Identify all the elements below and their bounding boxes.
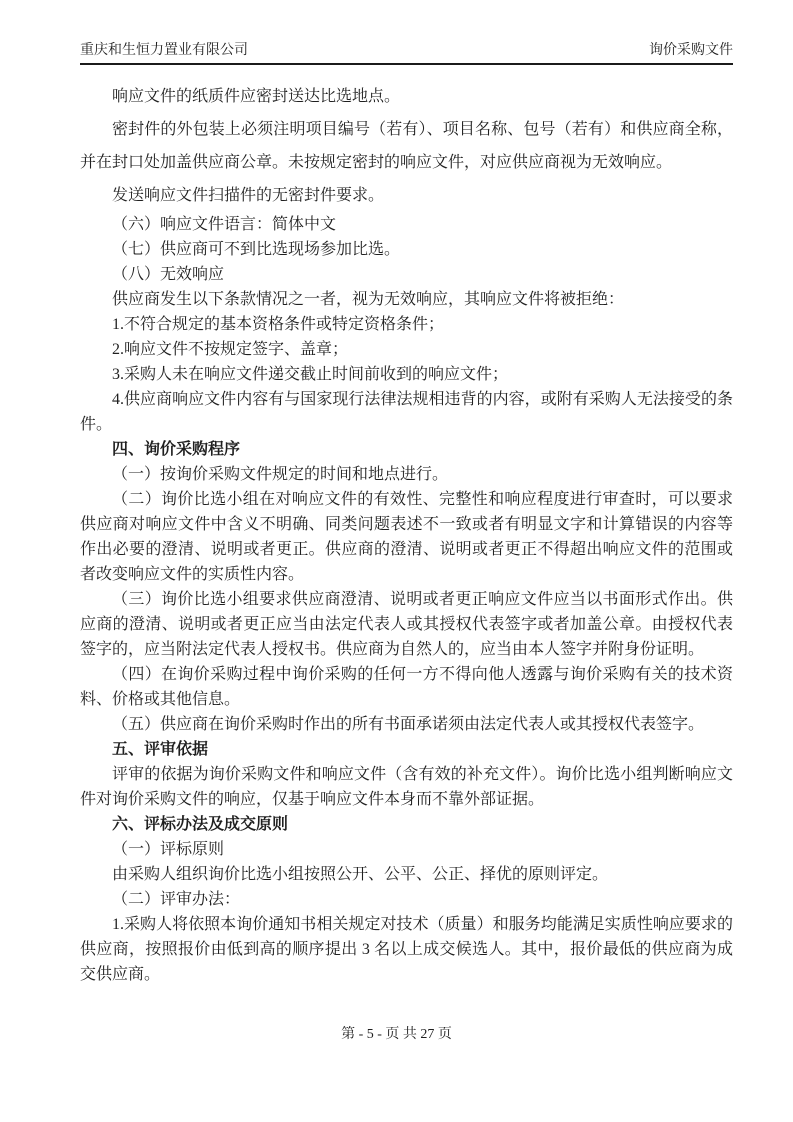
paragraph: 2.响应文件不按规定签字、盖章； (112, 341, 349, 358)
section-heading: 六、评标办法及成交原则 (112, 816, 289, 833)
document-body (80, 80, 733, 987)
paragraph: 3.采购人未在响应文件递交截止时间前收到的响应文件； (112, 366, 509, 383)
section-heading: 五、评审依据 (112, 741, 209, 758)
paragraph: 供应商发生以下条款情况之一者，视为无效响应，其响应文件将被拒绝： (112, 291, 625, 308)
paragraph: （八）无效响应 (112, 266, 225, 283)
paragraph: 评审的依据为询价采购文件和响应文件（含有效的补充文件）。询价比选小组判断响应文件对询价采购文件的响应，仅基于响应文件本身而不靠外部证据。 (80, 766, 733, 808)
paragraph: （六）响应文件语言：简体中文 (112, 216, 337, 233)
paragraph: （一）按询价采购文件规定的时间和地点进行。 (112, 466, 449, 483)
page-header (80, 42, 733, 65)
paragraph: 响应文件的纸质件应密封送达比选地点。 (112, 88, 401, 105)
page-number: 第 - 5 - 页 共 27 页 (341, 1027, 452, 1042)
paragraph: 1.不符合规定的基本资格条件或特定资格条件； (112, 316, 445, 333)
header-company-name: 重庆和生恒力置业有限公司 (80, 43, 248, 58)
paragraph: 发送响应文件扫描件的无密封件要求。 (112, 187, 385, 204)
paragraph: 4.供应商响应文件内容有与国家现行法律法规相违背的内容，或附有采购人无法接受的条件。 (80, 391, 733, 433)
paragraph: （五）供应商在询价采购时作出的所有书面承诺须由法定代表人或其授权代表签字。 (112, 716, 705, 733)
paragraph: （二）询价比选小组在对响应文件的有效性、完整性和响应程度进行审查时，可以要求供应商对响应文件中含义不明确、同类问题表述不一致或者有明显文字和计算错误的内容等作出必要的澄清、说明或者更正。供应商的澄清、说明或者更正不得超出响应文件的范围或者改变响应文件的实质性内容。 (80, 491, 733, 583)
page-footer (0, 1026, 793, 1044)
paragraph: （四）在询价采购过程中询价采购的任何一方不得向他人透露与询价采购有关的技术资料、价格或其他信息。 (80, 666, 733, 708)
paragraph: （一）评标原则 (112, 841, 225, 858)
paragraph: （二）评审办法： (112, 891, 241, 908)
section-heading: 四、询价采购程序 (112, 441, 241, 458)
paragraph: 由采购人组织询价比选小组按照公开、公平、公正、择优的原则评定。 (112, 866, 609, 883)
paragraph: （七）供应商可不到比选现场参加比选。 (112, 241, 401, 258)
paragraph: 密封件的外包装上必须注明项目编号（若有）、项目名称、包号（若有）和供应商全称，并在封口处加盖供应商公章。未按规定密封的响应文件，对应供应商视为无效响应。 (80, 121, 733, 171)
header-doc-type: 询价采购文件 (649, 43, 733, 58)
paragraph: （三）询价比选小组要求供应商澄清、说明或者更正响应文件应当以书面形式作出。供应商的澄清、说明或者更正应当由法定代表人或其授权代表签字或者加盖公章。由授权代表签字的，应当附法定代表人授权书。供应商为自然人的，应当由本人签字并附身份证明。 (80, 591, 733, 658)
paragraph: 1.采购人将依照本询价通知书相关规定对技术（质量）和服务均能满足实质性响应要求的供应商，按照报价由低到高的顺序提出 3 名以上成交候选人。其中，报价最低的供应商为成交供应商。 (80, 916, 733, 983)
